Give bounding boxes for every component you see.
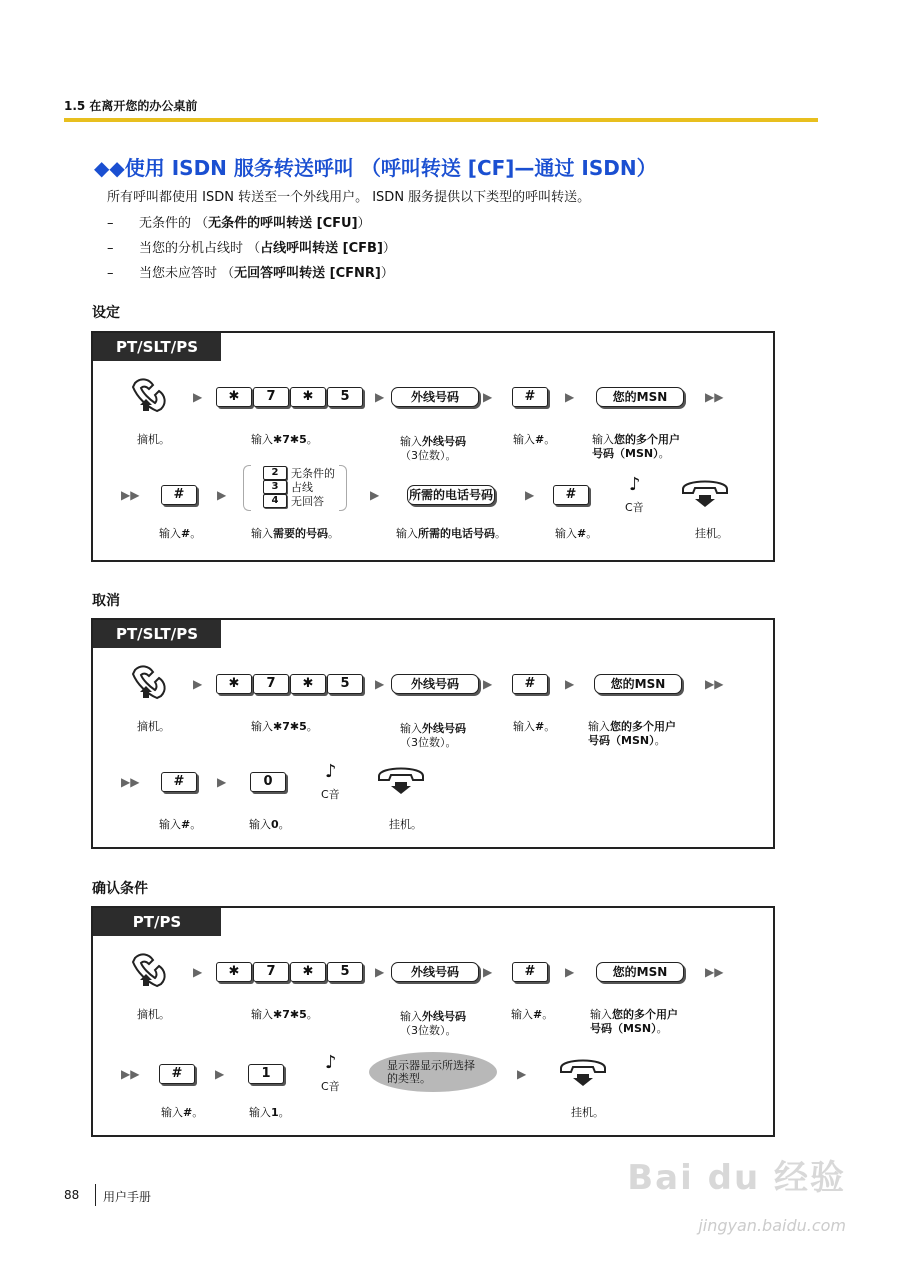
caption-onhook: 挂机。 [695,527,728,540]
star-key: ✱ [290,674,326,694]
five-key: 5 [327,674,363,694]
hash-key: # [512,387,548,407]
double-arrow-icon: ▶▶ [121,1067,140,1081]
section-header: 1.5 在离开您的办公桌前 [64,99,198,113]
handset-offhook-icon [131,377,171,415]
one-key: 1 [248,1064,284,1084]
cancel-tab: PT/SLT/PS [93,620,221,648]
caption-msn: 输入您的多个用户 号码（MSN）。 [588,720,676,747]
caption-phone-number: 输入所需的电话号码。 [396,527,506,540]
note-icon: ♪ [325,761,337,782]
star-key: ✱ [216,387,252,407]
caption-zero: 输入0。 [249,818,290,831]
footer-manual: 用户手册 [103,1190,152,1204]
arrow-icon: ▶ [565,677,575,691]
double-arrow-icon: ▶▶ [121,775,140,789]
hash-key: # [512,674,548,694]
caption-hash: 输入#。 [513,433,556,446]
tone-label: C音 [321,788,340,801]
arrow-icon: ▶ [565,965,575,979]
bullet-cfu: – 无条件的 （无条件的呼叫转送 [CFU]） [107,216,371,231]
caption-star75: 输入✱7✱5。 [251,433,318,446]
footer-divider [95,1184,96,1206]
caption-msn: 输入您的多个用户 号码（MSN）。 [590,1008,678,1035]
caption-outside-number: 输入外线号码 （3位数）。 [400,1010,466,1037]
arrow-icon: ▶ [217,488,227,502]
outside-number-key: 外线号码 [391,387,479,407]
arrow-icon: ▶ [193,390,203,404]
arrow-icon: ▶ [375,390,385,404]
phone-number-key: 所需的电话号码 [407,485,495,505]
caption-outside-number: 输入外线号码 （3位数）。 [400,435,466,462]
handset-offhook-icon [131,952,171,990]
arrow-icon: ▶ [483,677,493,691]
double-arrow-icon: ▶▶ [705,677,724,691]
double-arrow-icon: ▶▶ [705,390,724,404]
arrow-icon: ▶ [375,677,385,691]
caption-outside-number: 输入外线号码 （3位数）。 [400,722,466,749]
caption-onhook: 挂机。 [571,1106,604,1119]
outside-number-key: 外线号码 [391,674,479,694]
watermark-logo: Bai du 经验 [627,1158,846,1198]
arrow-icon: ▶ [375,965,385,979]
arrow-icon: ▶ [193,677,203,691]
caption-hash: 输入#。 [161,1106,204,1119]
arrow-icon: ▶ [483,390,493,404]
option-label-4: 无回答 [291,495,324,508]
setup-heading: 设定 [92,305,120,321]
tone-label: C音 [625,501,644,514]
caption-type-number: 输入需要的号码。 [251,527,339,540]
hash-key: # [512,962,548,982]
note-icon: ♪ [629,474,641,495]
cancel-heading: 取消 [92,593,120,609]
page-title: ◆◆使用 ISDN 服务转送呼叫 （呼叫转送 [CF]—通过 ISDN） [94,156,657,180]
watermark-url: jingyan.baidu.com [698,1216,846,1235]
caption-offhook: 摘机。 [137,433,170,446]
seven-key: 7 [253,962,289,982]
bracket-right [339,465,347,511]
arrow-icon: ▶ [517,1067,527,1081]
arrow-icon: ▶ [483,965,493,979]
msn-key: 您的MSN [596,962,684,982]
caption-hash: 输入#。 [159,527,202,540]
outside-number-key: 外线号码 [391,962,479,982]
msn-key: 您的MSN [596,387,684,407]
note-icon: ♪ [325,1052,337,1073]
hash-key: # [159,1064,195,1084]
option-key-4: 4 [263,494,287,508]
handset-offhook-icon [131,664,171,702]
caption-msn: 输入您的多个用户 号码（MSN）。 [592,433,680,460]
double-arrow-icon: ▶▶ [121,488,140,502]
hash-key: # [161,772,197,792]
intro-text: 所有呼叫都使用 ISDN 转送至一个外线用户。 ISDN 服务提供以下类型的呼叫转送。 [107,190,591,205]
seven-key: 7 [253,387,289,407]
option-label-2: 无条件的 [291,467,335,480]
setup-tab: PT/SLT/PS [93,333,221,361]
confirm-tab: PT/PS [93,908,221,936]
option-key-2: 2 [263,466,287,480]
hash-key: # [161,485,197,505]
five-key: 5 [327,962,363,982]
option-label-3: 占线 [291,481,313,494]
caption-onhook: 挂机。 [389,818,422,831]
arrow-icon: ▶ [525,488,535,502]
bullet-cfb: – 当您的分机占线时 （占线呼叫转送 [CFB]） [107,241,396,256]
tone-label: C音 [321,1080,340,1093]
option-key-3: 3 [263,480,287,494]
caption-one: 输入1。 [249,1106,290,1119]
caption-hash: 输入#。 [513,720,556,733]
arrow-icon: ▶ [217,775,227,789]
header-rule [64,118,818,122]
zero-key: 0 [250,772,286,792]
confirm-panel [91,906,775,1137]
page-number: 88 [64,1188,80,1202]
caption-star75: 输入✱7✱5。 [251,1008,318,1021]
five-key: 5 [327,387,363,407]
handset-onhook-icon [681,475,731,509]
double-arrow-icon: ▶▶ [705,965,724,979]
caption-hash: 输入#。 [511,1008,554,1021]
arrow-icon: ▶ [370,488,380,502]
bullet-cfnr: – 当您未应答时 （无回答呼叫转送 [CFNR]） [107,266,394,281]
confirm-heading: 确认条件 [92,881,148,897]
caption-star75: 输入✱7✱5。 [251,720,318,733]
bracket-left [243,465,251,511]
msn-key: 您的MSN [594,674,682,694]
arrow-icon: ▶ [215,1067,225,1081]
star-key: ✱ [290,387,326,407]
caption-offhook: 摘机。 [137,1008,170,1021]
handset-onhook-icon [559,1054,609,1088]
handset-onhook-icon [377,762,427,796]
setup-panel [91,331,775,562]
caption-hash: 输入#。 [159,818,202,831]
arrow-icon: ▶ [565,390,575,404]
caption-hash: 输入#。 [555,527,598,540]
hash-key: # [553,485,589,505]
star-key: ✱ [216,962,252,982]
star-key: ✱ [216,674,252,694]
caption-offhook: 摘机。 [137,720,170,733]
arrow-icon: ▶ [193,965,203,979]
seven-key: 7 [253,674,289,694]
display-bubble: 显示器显示所选择 的类型。 [369,1052,497,1092]
cancel-panel [91,618,775,849]
star-key: ✱ [290,962,326,982]
